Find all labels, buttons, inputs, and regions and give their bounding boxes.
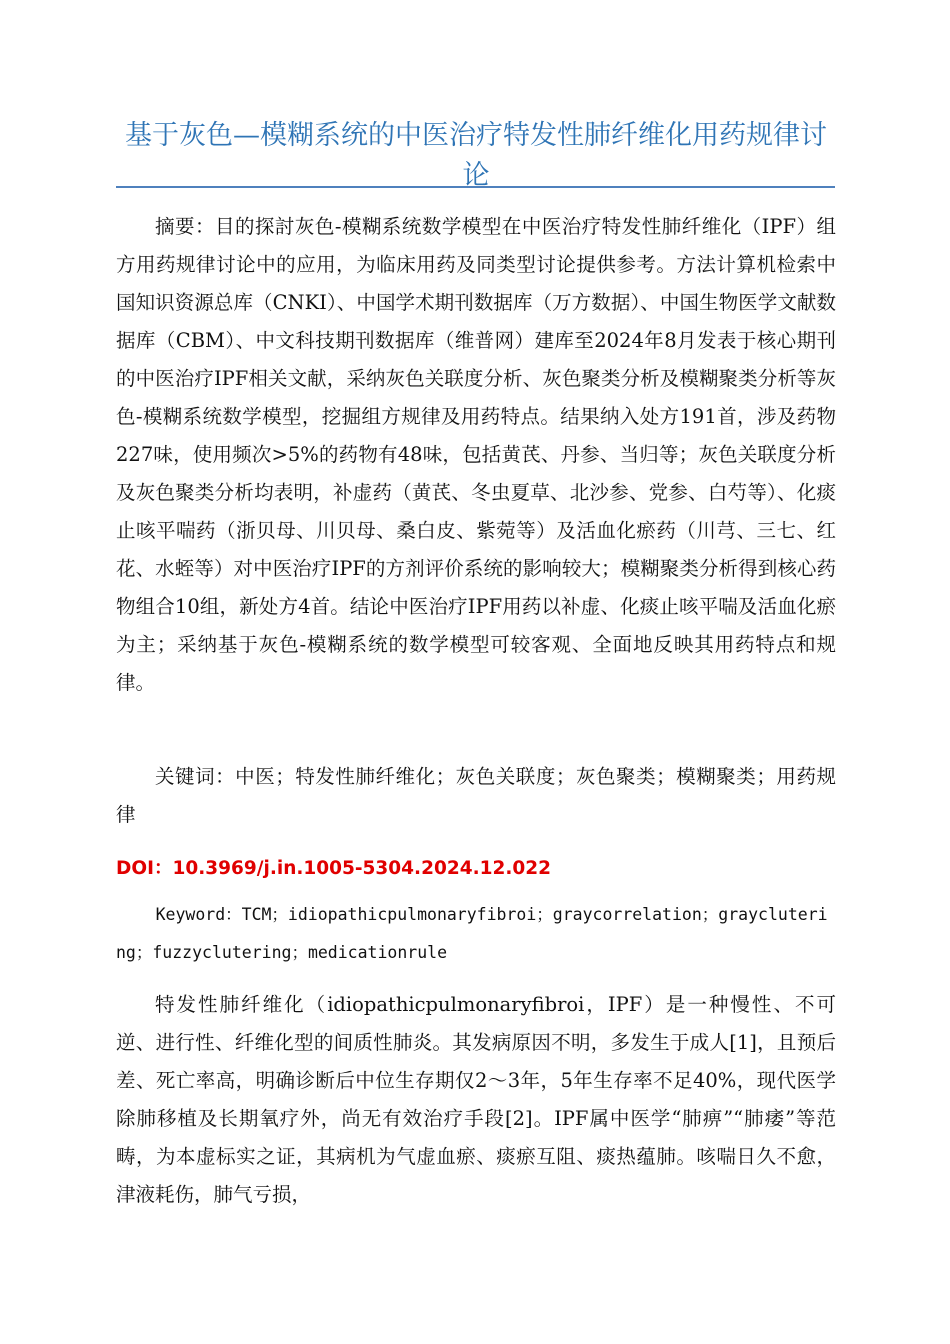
keywords-paragraph: 关键词：中医；特发性肺纤维化；灰色关联度；灰色聚类；模糊聚类；用药规律 xyxy=(116,765,836,826)
document-title: 基于灰色—模糊系统的中医治疗特发性肺纤维化用药规律讨论 xyxy=(125,120,827,191)
abstract-paragraph: 摘要：目的探討灰色-模糊系统数学模型在中医治疗特发性肺纤维化（IPF）组方用药规律讨论中的应用，为临床用药及同类型讨论提供参考。方法计算机检索中国知识资源总库（CNKI）、中国学术期刊数据库（万方数据）、中国生物医学文献数据库（CBM）、中文科技期刊数据库（维普网）建库至2024年8月发表于核心期刊的中医治疗IPF相关文献，采纳灰色关联度分析、灰色聚类分析及模糊聚类分析等灰色-模糊系统数学模型，挖掘组方规律及用药特点。结果纳入处方191首，涉及药物227味，使用频次>5%的药物有48味，包括黄芪、丹参、当归等；灰色关联度分析及灰色聚类分析均表明，补虚药（黄芪、冬虫夏草、北沙参、党参、白芍等）、化痰止咳平喘药（浙贝母、川贝母、桑白皮、紫菀等）及活血化瘀药（川芎、三七、红花、水蛭等）对中医治疗IPF的方剂评价系统的影响较大；模糊聚类分析得到核心药物组合10组，新处方4首。结论中医治疗IPF用药以补虚、化痰止咳平喘及活血化瘀为主；采纳基于灰色-模糊系统的数学模型可较客观、全面地反映其用药特点和规律。 xyxy=(116,215,836,694)
english-keywords-paragraph: Keyword：TCM；idiopathicpulmonaryfibroi；graycorrelation；grayclutering；fuzzyclutering；medicationrule xyxy=(116,905,828,962)
body-paragraph: 特发性肺纤维化（idiopathicpulmonaryfibroi，IPF）是一种慢性、不可逆、进行性、纤维化型的间质性肺炎。其发病原因不明，多发生于成人[1]，且预后差、死亡率高，明确诊断后中位生存期仅2～3年，5年生存率不足40%，现代医学除肺移植及长期氧疗外，尚无有效治疗手段[2]。IPF属中医学“肺痹”“肺痿”等范畴，为本虚标实之证，其病机为气虚血瘀、痰瘀互阻、痰热蕴肺。咳喘日久不愈，津液耗伤，肺气亏损， xyxy=(116,993,836,1206)
title-divider xyxy=(116,186,835,188)
doi-line: DOI：10.3969/j.in.1005-5304.2024.12.022 xyxy=(116,858,551,879)
